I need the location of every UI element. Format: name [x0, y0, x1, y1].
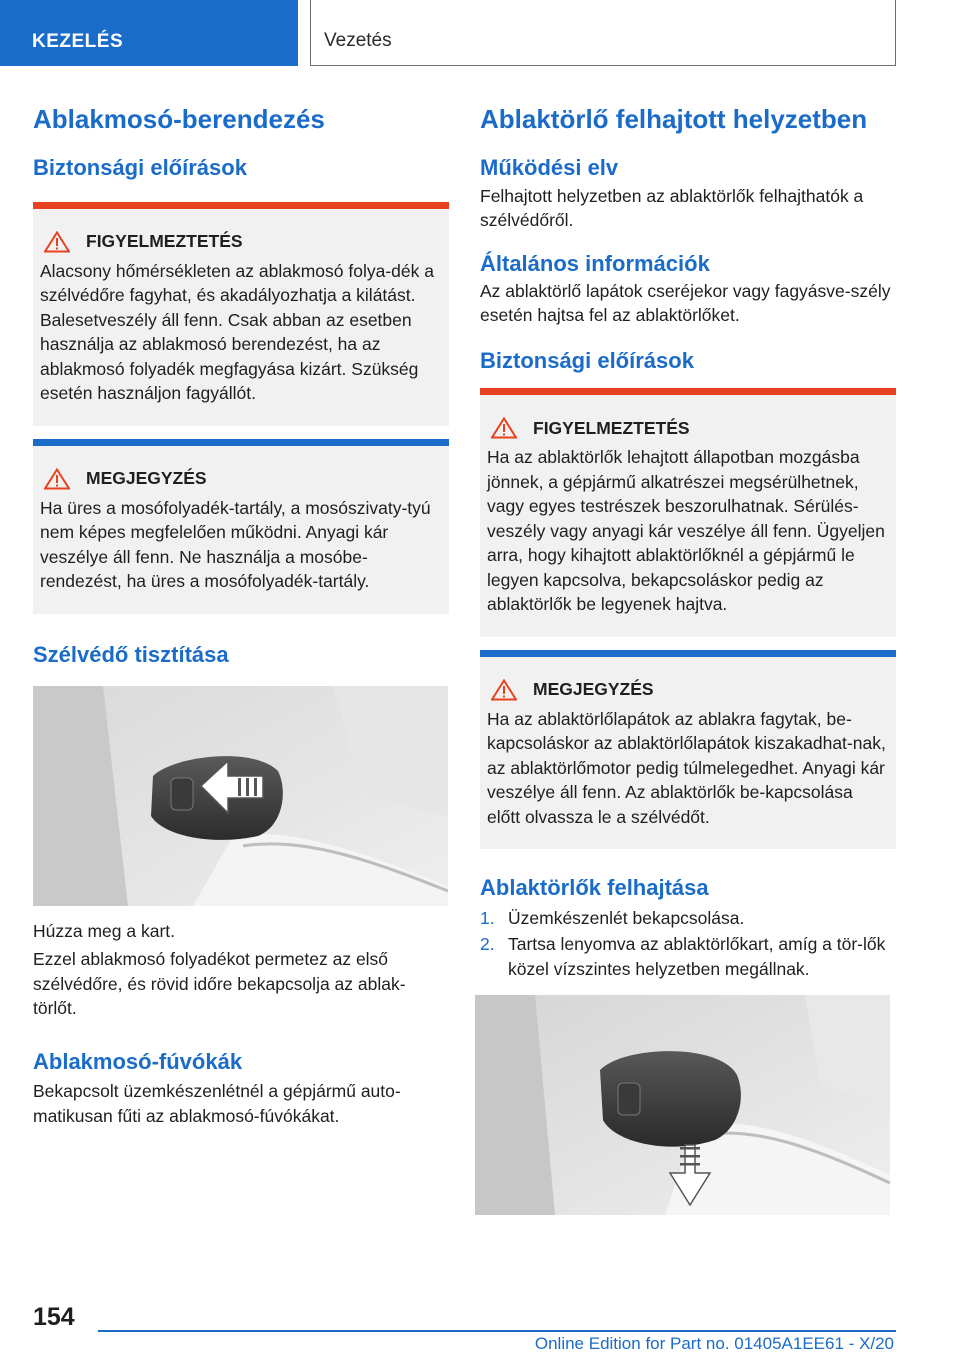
right-note-title — [491, 679, 888, 701]
left-warning-label: FIGYELMEZTETÉS — [86, 231, 243, 252]
step-number: 1. — [480, 907, 495, 928]
cleaning-text: Ezzel ablakmosó folyadékot permetez az első szélvédőre, és rövid időre bekapcsolja az ablak-törlőt. — [33, 949, 406, 1019]
left-note-label: MEGJEGYZÉS — [86, 468, 207, 489]
left-title: Ablakmosó-berendezés — [33, 104, 325, 134]
general-heading: Általános információk — [480, 250, 710, 276]
left-warning-box — [33, 202, 449, 426]
step-text: Tartsa lenyomva az ablaktörlőkart, amíg a tör-lők közel vízszintes helyzetben megállnak. — [508, 934, 886, 979]
caution-triangle-icon — [44, 468, 70, 490]
step-text: Üzemkészenlét bekapcsolása. — [508, 907, 745, 928]
left-warning-text: Alacsony hőmérsékleten az ablakmosó folya-dék a szélvédőre fagyhat, és akadályozhatja a kilátást. Balesetveszély áll fenn. Csak abban az esetben használja az ablakmosó berendezést, ha az ablakmosó folyadék megfagyása kizárt. Szükség esetén használjon fagyállót. — [40, 260, 434, 404]
right-warning-label: FIGYELMEZTETÉS — [533, 417, 690, 438]
right-title: Ablaktörlő felhajtott helyzetben — [480, 104, 868, 134]
nozzles-text: Bekapcsolt üzemkészenlétnél a gépjármű auto-matikusan fűti az ablakmosó-fúvókákat. — [33, 1081, 401, 1126]
caution-triangle-icon — [491, 679, 517, 701]
cleaning-step: Húzza meg a kart. — [33, 920, 175, 941]
cleaning-heading: Szélvédő tisztítása — [33, 641, 229, 667]
principle-text: Felhajtott helyzetben az ablaktörlők felhajthatók a szélvédőről. — [480, 185, 864, 231]
page-header — [0, 0, 960, 66]
general-text: Az ablaktörlő lapátok cseréjekor vagy fagyásve-szély esetén hajtsa fel az ablaktörlőket. — [480, 280, 891, 326]
nozzles-heading: Ablakmosó-fúvókák — [33, 1048, 243, 1074]
step-item — [480, 906, 896, 931]
right-note-box — [480, 650, 896, 850]
right-warning-title — [491, 417, 888, 439]
left-note-box — [33, 439, 449, 614]
wiper-lever-pull-photo — [33, 686, 448, 906]
right-note-text: Ha az ablaktörlőlapátok az ablakra fagytak, be-kapcsoláskor az ablaktörlőlapátok kiszakadhat-nak, az ablaktörlőmotor pedig túlmelegedhet. Anyagi kár veszélye áll fenn. Az ablaktörlők be-kapcsolása előtt olvassza le a szélvédőt. — [487, 708, 886, 827]
footer-edition: Online Edition for Part no. 01405A1EE61 - X/20 — [534, 1334, 894, 1353]
warning-triangle-icon — [44, 231, 70, 253]
left-note-title — [44, 468, 441, 490]
lever-pull-illustration — [33, 686, 448, 906]
step-number: 2. — [480, 934, 495, 955]
footer-divider — [98, 1330, 896, 1332]
left-note-text: Ha üres a mosófolyadék-tartály, a mosószivaty-tyú nem képes megfelelően működni. Anyagi kár veszélye áll fenn. Ne használja a mosóbe-rendezést, ha üres a mosófolyadék-tartály. — [40, 497, 431, 592]
left-warning-title — [44, 231, 441, 253]
section-tab: KEZELÉS — [0, 0, 298, 66]
right-note-label: MEGJEGYZÉS — [533, 679, 654, 700]
principle-heading: Működési elv — [480, 155, 619, 181]
right-warning-box — [480, 388, 896, 637]
left-column — [33, 96, 449, 1128]
folding-steps — [480, 906, 896, 982]
wiper-lever-push-photo — [475, 995, 890, 1215]
lever-push-illustration — [475, 995, 890, 1215]
right-safety-heading: Biztonsági előírások — [480, 347, 694, 373]
right-column — [480, 96, 896, 1215]
right-warning-text: Ha az ablaktörlők lehajtott állapotban mozgásba jönnek, a gépjármű alkatrészei megsérülhetnek, vagy egyes testrészek beszorulhatnak. Sérülés-veszély vagy anyagi kár veszélye áll fenn. Ügyeljen arra, hogy kihajtott ablaktörlőknél a gépjármű le legyen kapcsolva, bekapcsoláskor pedig az ablaktörlők be legyenek hajtva. — [487, 447, 885, 615]
folding-heading: Ablaktörlők felhajtása — [480, 875, 709, 901]
warning-triangle-icon — [491, 417, 517, 439]
chapter-tab: Vezetés — [310, 0, 896, 66]
step-item — [480, 932, 896, 981]
left-safety-heading: Biztonsági előírások — [33, 155, 247, 181]
page-number: 154 — [33, 1303, 75, 1331]
